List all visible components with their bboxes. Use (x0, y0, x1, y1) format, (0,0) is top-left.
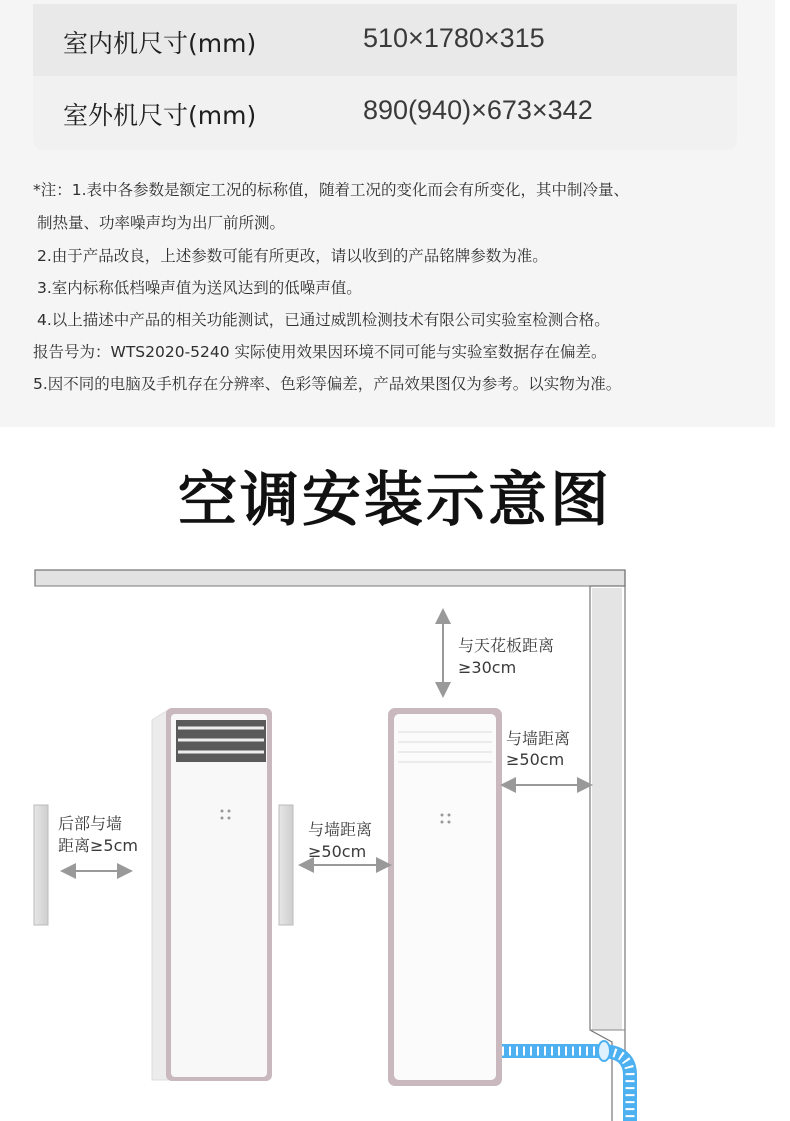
note-line: 5.因不同的电脑及手机存在分辨率、色彩等偏差，产品效果图仅为参考。以实物为准。 (33, 375, 622, 393)
right-wall-label: 与墙距离 (506, 729, 571, 748)
back-wall-left (34, 805, 48, 925)
right-wall-value: ≥50cm (506, 750, 565, 769)
note-line: 2.由于产品改良，上述参数可能有所更改，请以收到的产品铭牌参数为准。 (37, 247, 548, 265)
back-wall-label: 后部与墙 (58, 814, 123, 833)
spec-value: 510×1780×315 (363, 23, 545, 53)
spec-section (0, 0, 775, 427)
back-wall-value: 距离≥5cm (58, 836, 138, 855)
indoor-unit-left (152, 708, 272, 1081)
note-line: *注：1.表中各参数是额定工况的标称值，随着工况的变化而会有所变化，其中制冷量、 (33, 181, 630, 199)
spec-label: 室外机尺寸(mm) (63, 101, 257, 130)
spec-table (33, 0, 737, 150)
ceiling-label: 与天花板距离 (458, 636, 555, 655)
drain-pipe (502, 1041, 630, 1121)
diagram-title: 空调安装示意图 (177, 465, 612, 534)
note-line: 制热量、功率噪声均为出厂前所测。 (37, 214, 286, 232)
note-line: 4.以上描述中产品的相关功能测试，已通过威凯检测技术有限公司实验室检测合格。 (37, 311, 610, 329)
spec-row-indoor (33, 4, 737, 76)
middle-wall-label: 与墙距离 (308, 820, 373, 839)
installation-diagram (0, 560, 790, 1121)
spec-label: 室内机尺寸(mm) (63, 29, 257, 58)
spec-value: 890(940)×673×342 (363, 95, 593, 125)
note-line: 报告号为：WTS2020-5240 实际使用效果因环境不同可能与实验室数据存在偏差。 (33, 343, 607, 361)
back-wall-middle (279, 805, 293, 925)
middle-wall-value: ≥50cm (308, 842, 367, 861)
note-line: 3.室内标称低档噪声值为送风达到的低噪声值。 (37, 279, 362, 297)
indoor-unit-right (388, 708, 502, 1086)
ceiling-value: ≥30cm (458, 658, 517, 677)
spec-row-outdoor (33, 76, 737, 150)
